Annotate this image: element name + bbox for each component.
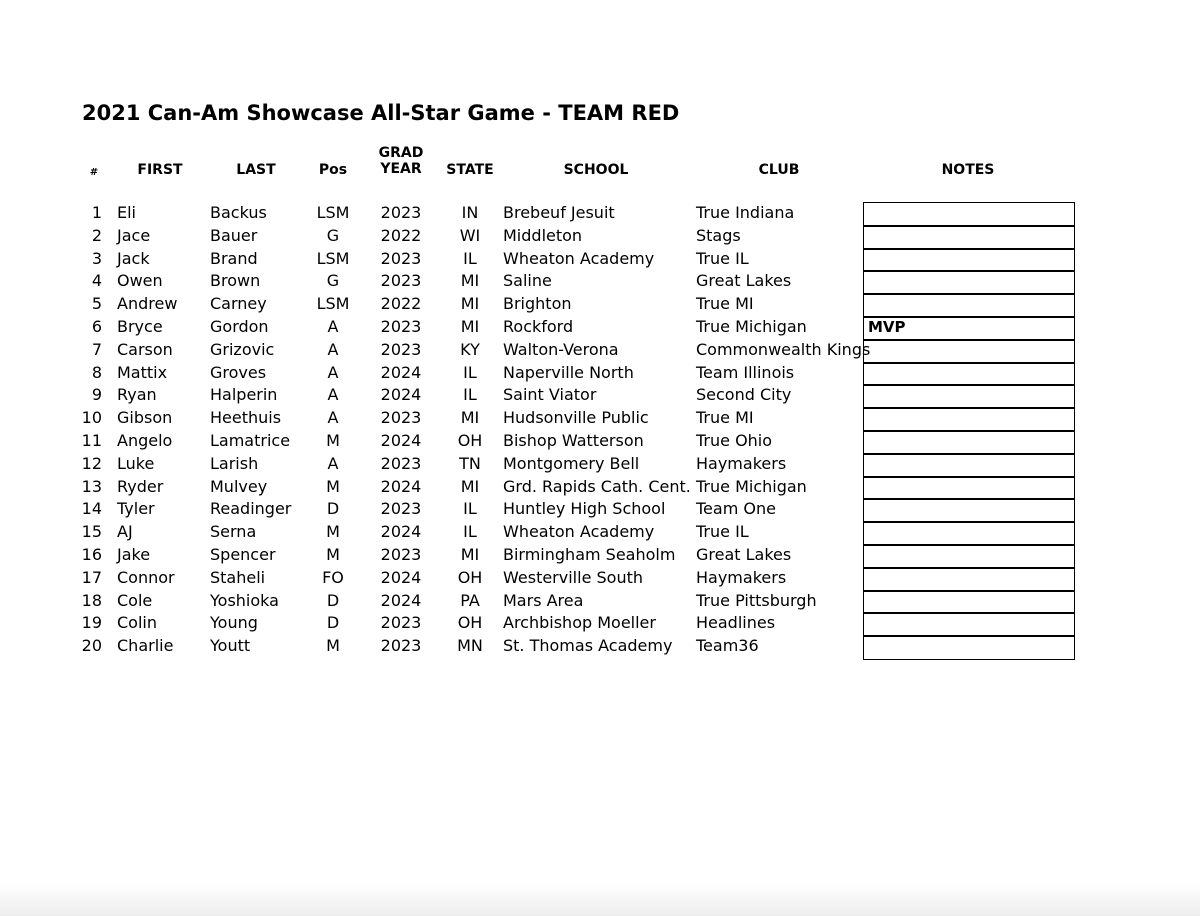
player-club: True MI <box>696 408 754 428</box>
player-first-name: Ryder <box>117 476 164 496</box>
header-grad-line1: GRAD <box>378 145 424 161</box>
player-school: Walton-Verona <box>503 339 619 359</box>
player-last-name: Yoshioka <box>210 590 279 610</box>
player-first-name: AJ <box>117 522 133 542</box>
player-state: TN <box>459 453 481 473</box>
table-row <box>0 521 1200 544</box>
player-state: PA <box>460 590 480 610</box>
player-grad-year: 2023 <box>380 408 422 428</box>
player-state: KY <box>460 339 480 359</box>
table-row <box>0 202 1200 225</box>
player-position: A <box>327 339 339 359</box>
notes-cell <box>863 384 1075 409</box>
player-number: 18 <box>81 590 102 610</box>
table-row <box>0 612 1200 635</box>
player-school: Middleton <box>503 225 583 245</box>
player-position: G <box>326 225 340 245</box>
player-last-name: Mulvey <box>210 476 268 496</box>
player-grad-year: 2024 <box>380 431 422 450</box>
table-row <box>0 453 1200 476</box>
player-state: WI <box>459 225 481 245</box>
player-school: Bishop Watterson <box>503 431 644 450</box>
player-grad-year: 2023 <box>380 317 422 336</box>
table-row <box>0 476 1200 499</box>
player-first-name: Luke <box>117 453 155 473</box>
player-club: True MI <box>696 294 754 314</box>
notes-cell <box>863 407 1075 432</box>
player-first-name: Angelo <box>117 431 173 450</box>
table-row <box>0 270 1200 293</box>
player-state: IL <box>463 385 477 405</box>
player-first-name: Charlie <box>117 636 174 656</box>
header-grad-year <box>371 145 431 177</box>
player-state: MI <box>460 317 480 336</box>
notes-cell <box>863 362 1075 387</box>
player-state: IL <box>463 248 477 268</box>
player-grad-year: 2022 <box>380 294 422 314</box>
player-school: Brighton <box>503 294 572 314</box>
header-first: FIRST <box>137 162 183 178</box>
player-state: IL <box>463 499 477 519</box>
player-first-name: Eli <box>117 203 136 222</box>
player-last-name: Halperin <box>210 385 278 405</box>
player-school: Wheaton Academy <box>503 248 655 268</box>
table-row <box>0 498 1200 521</box>
player-position: A <box>327 317 339 336</box>
player-number: 19 <box>81 613 102 633</box>
player-club: True IL <box>696 248 749 268</box>
notes-cell <box>863 225 1075 250</box>
player-club: Great Lakes <box>696 545 792 564</box>
player-position: LSM <box>316 294 350 314</box>
player-school: Birmingham Seaholm <box>503 545 676 564</box>
notes-cell <box>863 339 1075 364</box>
table-row <box>0 430 1200 453</box>
player-position: M <box>326 522 340 542</box>
player-last-name: Gordon <box>210 317 269 336</box>
player-state: MN <box>457 636 483 656</box>
player-position: A <box>327 408 339 428</box>
player-number: 6 <box>91 317 102 336</box>
player-position: FO <box>322 567 344 587</box>
player-position: LSM <box>316 203 350 222</box>
player-last-name: Readinger <box>210 499 292 519</box>
page-bottom-shadow <box>0 882 1200 916</box>
player-club: True IL <box>696 522 749 542</box>
player-grad-year: 2024 <box>380 385 422 405</box>
player-club: True Indiana <box>696 203 795 222</box>
player-club: Great Lakes <box>696 271 792 291</box>
notes-cell <box>863 635 1075 660</box>
table-row <box>0 590 1200 613</box>
notes-cell <box>863 453 1075 478</box>
player-state: OH <box>457 613 483 633</box>
player-position: M <box>326 636 340 656</box>
player-number: 16 <box>81 545 102 564</box>
player-position: M <box>326 545 340 564</box>
player-number: 12 <box>81 453 102 473</box>
player-school: Archbishop Moeller <box>503 613 656 633</box>
player-position: D <box>326 613 340 633</box>
player-school: Saline <box>503 271 552 291</box>
player-position: M <box>326 476 340 496</box>
player-last-name: Larish <box>210 453 259 473</box>
player-position: M <box>326 431 340 450</box>
table-row <box>0 384 1200 407</box>
player-position: D <box>326 499 340 519</box>
player-first-name: Carson <box>117 339 173 359</box>
player-number: 15 <box>81 522 102 542</box>
header-grad-line2: YEAR <box>380 161 422 177</box>
notes-cell <box>863 202 1075 227</box>
player-last-name: Young <box>210 613 258 633</box>
player-position: A <box>327 362 339 382</box>
header-last: LAST <box>236 162 276 178</box>
player-first-name: Colin <box>117 613 157 633</box>
table-row <box>0 567 1200 590</box>
table-row <box>0 407 1200 430</box>
player-club: Team36 <box>696 636 759 656</box>
notes-cell <box>863 430 1075 455</box>
player-first-name: Jack <box>117 248 150 268</box>
player-school: Wheaton Academy <box>503 522 655 542</box>
player-school: Hudsonville Public <box>503 408 649 428</box>
player-club: True Pittsburgh <box>696 590 817 610</box>
player-number: 10 <box>81 408 102 428</box>
notes-cell <box>863 248 1075 273</box>
player-state: MI <box>460 294 480 314</box>
notes-cell <box>863 590 1075 615</box>
player-school: Grd. Rapids Cath. Cent. <box>503 476 691 496</box>
table-row <box>0 339 1200 362</box>
player-club: True Ohio <box>696 431 773 450</box>
player-first-name: Bryce <box>117 317 163 336</box>
player-club: True Michigan <box>696 476 807 496</box>
table-row <box>0 248 1200 271</box>
player-last-name: Heethuis <box>210 408 282 428</box>
player-grad-year: 2023 <box>380 453 422 473</box>
player-club: True Michigan <box>696 317 807 336</box>
player-school: Mars Area <box>503 590 584 610</box>
notes-cell <box>863 270 1075 295</box>
player-number: 7 <box>91 339 102 359</box>
player-grad-year: 2023 <box>380 499 422 519</box>
player-club: Second City <box>696 385 792 405</box>
notes-cell <box>863 476 1075 501</box>
player-school: Brebeuf Jesuit <box>503 203 615 222</box>
player-grad-year: 2023 <box>380 203 422 222</box>
player-position: A <box>327 453 339 473</box>
player-number: 9 <box>91 385 102 405</box>
table-row <box>0 544 1200 567</box>
player-club: Stags <box>696 225 741 245</box>
player-grad-year: 2023 <box>380 545 422 564</box>
player-grad-year: 2024 <box>380 567 422 587</box>
player-last-name: Youtt <box>210 636 251 656</box>
player-number: 5 <box>91 294 102 314</box>
header-club: CLUB <box>758 162 800 178</box>
player-club: Commonwealth Kings <box>696 339 871 359</box>
player-number: 4 <box>91 271 102 291</box>
player-position: A <box>327 385 339 405</box>
player-state: MI <box>460 271 480 291</box>
player-state: OH <box>457 567 483 587</box>
header-school: SCHOOL <box>563 162 629 178</box>
player-grad-year: 2024 <box>380 522 422 542</box>
player-position: G <box>326 271 340 291</box>
page-title: 2021 Can-Am Showcase All-Star Game - TEAM RED <box>82 101 680 125</box>
player-last-name: Staheli <box>210 567 266 587</box>
player-school: Naperville North <box>503 362 634 382</box>
player-first-name: Jace <box>117 225 151 245</box>
table-row <box>0 293 1200 316</box>
notes-cell <box>863 498 1075 523</box>
player-last-name: Spencer <box>210 545 276 564</box>
player-school: Westerville South <box>503 567 643 587</box>
player-first-name: Jake <box>117 545 151 564</box>
player-last-name: Lamatrice <box>210 431 291 450</box>
player-first-name: Cole <box>117 590 153 610</box>
player-state: MI <box>460 545 480 564</box>
player-position: LSM <box>316 248 350 268</box>
table-row <box>0 316 1200 339</box>
player-club: Haymakers <box>696 567 787 587</box>
notes-cell <box>863 293 1075 318</box>
player-grad-year: 2023 <box>380 339 422 359</box>
header-pos: Pos <box>318 162 348 178</box>
player-club: Team Illinois <box>696 362 795 382</box>
notes-cell <box>863 612 1075 637</box>
player-number: 20 <box>81 636 102 656</box>
player-grad-year: 2024 <box>380 590 422 610</box>
player-first-name: Mattix <box>117 362 168 382</box>
player-grad-year: 2024 <box>380 476 422 496</box>
notes-cell: MVP <box>863 316 1075 341</box>
player-club: Haymakers <box>696 453 787 473</box>
player-first-name: Gibson <box>117 408 173 428</box>
table-row <box>0 225 1200 248</box>
player-last-name: Bauer <box>210 225 258 245</box>
player-number: 1 <box>91 203 102 222</box>
player-state: IN <box>461 203 479 222</box>
player-last-name: Groves <box>210 362 267 382</box>
header-state: STATE <box>446 162 494 178</box>
table-row <box>0 635 1200 658</box>
player-school: Huntley High School <box>503 499 666 519</box>
player-state: IL <box>463 522 477 542</box>
player-first-name: Owen <box>117 271 163 291</box>
table-row <box>0 362 1200 385</box>
player-last-name: Brown <box>210 271 261 291</box>
player-club: Team One <box>696 499 776 519</box>
player-number: 3 <box>91 248 102 268</box>
player-last-name: Brand <box>210 248 258 268</box>
player-state: IL <box>463 362 477 382</box>
player-number: 2 <box>91 225 102 245</box>
player-position: D <box>326 590 340 610</box>
header-notes: NOTES <box>941 162 995 178</box>
notes-cell <box>863 521 1075 546</box>
player-state: MI <box>460 476 480 496</box>
player-school: St. Thomas Academy <box>503 636 673 656</box>
player-grad-year: 2023 <box>380 613 422 633</box>
player-grad-year: 2023 <box>380 248 422 268</box>
player-grad-year: 2023 <box>380 271 422 291</box>
player-grad-year: 2023 <box>380 636 422 656</box>
player-number: 13 <box>81 476 102 496</box>
player-last-name: Grizovic <box>210 339 275 359</box>
player-first-name: Tyler <box>117 499 155 519</box>
player-last-name: Serna <box>210 522 257 542</box>
player-first-name: Connor <box>117 567 175 587</box>
header-num: # <box>89 167 99 178</box>
player-club: Headlines <box>696 613 776 633</box>
player-school: Saint Viator <box>503 385 597 405</box>
notes-cell <box>863 567 1075 592</box>
player-last-name: Backus <box>210 203 267 222</box>
player-grad-year: 2022 <box>380 225 422 245</box>
player-state: OH <box>457 431 483 450</box>
player-first-name: Ryan <box>117 385 157 405</box>
player-state: MI <box>460 408 480 428</box>
player-school: Montgomery Bell <box>503 453 640 473</box>
player-number: 14 <box>81 499 102 519</box>
player-first-name: Andrew <box>117 294 178 314</box>
player-last-name: Carney <box>210 294 267 314</box>
player-school: Rockford <box>503 317 574 336</box>
notes-cell <box>863 544 1075 569</box>
player-number: 11 <box>81 431 102 450</box>
player-number: 8 <box>91 362 102 382</box>
player-grad-year: 2024 <box>380 362 422 382</box>
player-number: 17 <box>81 567 102 587</box>
